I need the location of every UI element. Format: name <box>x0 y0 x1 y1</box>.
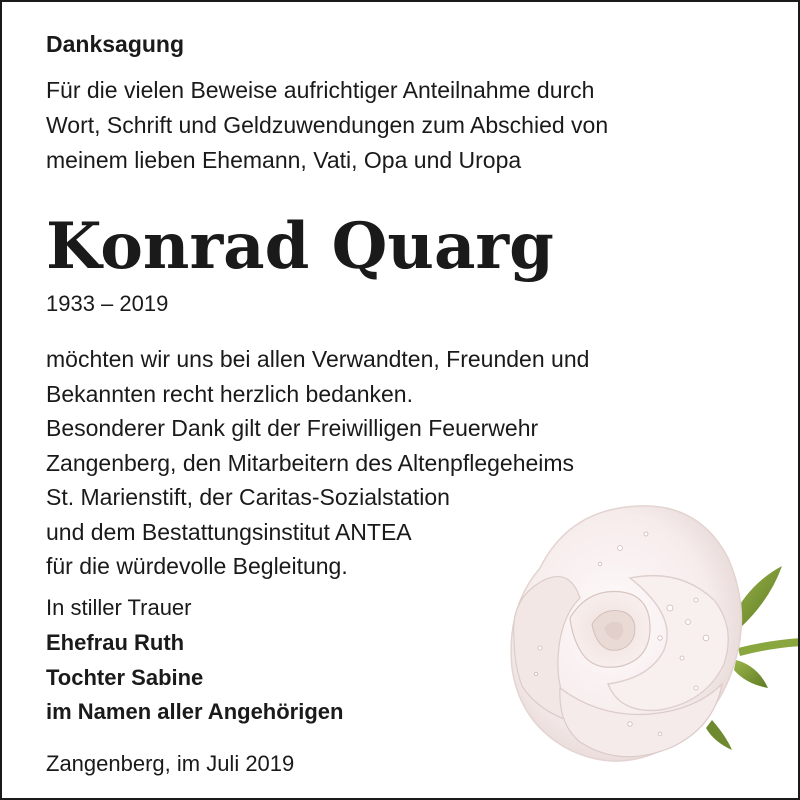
thanks-line: Zangenberg, den Mitarbeitern des Altenpflegeheims <box>46 449 575 476</box>
thanks-line: möchten wir uns bei allen Verwandten, Freunden und <box>46 346 590 372</box>
signer: Tochter Sabine <box>46 664 204 690</box>
intro-text <box>46 73 608 178</box>
signer: Ehefrau Ruth <box>46 630 185 655</box>
thanks-line: St. Marienstift, der Caritas-Sozialstation <box>46 484 450 510</box>
mourning-phrase: In stiller Trauer <box>46 595 192 620</box>
signers <box>46 626 343 730</box>
intro-line: Für die vielen Beweise aufrichtiger Anteilnahme durch <box>46 77 595 103</box>
place-date: Zangenberg, im Juli 2019 <box>46 751 295 776</box>
intro-line: Wort, Schrift und Geldzuwendungen zum Abschied von <box>46 112 609 138</box>
thanks-line: Besonderer Dank gilt der Freiwilligen Feuerwehr <box>46 415 539 441</box>
life-years: 1933 – 2019 <box>46 291 169 316</box>
rose-leaf <box>706 720 732 750</box>
heading: Danksagung <box>46 31 185 57</box>
thanks-line: und dem Bestattungsinstitut ANTEA <box>46 518 412 545</box>
intro-line: meinem lieben Ehemann, Vati, Opa und Uropa <box>46 147 522 173</box>
thanks-line: Bekannten recht herzlich bedanken. <box>46 380 413 407</box>
rose-leaf <box>734 660 768 688</box>
deceased-name: Konrad Quarg <box>46 209 554 284</box>
white-rose-icon <box>500 488 800 778</box>
signer: im Namen aller Angehörigen <box>46 699 344 724</box>
thanks-line: für die würdevolle Begleitung. <box>46 553 348 579</box>
rose-stem <box>738 638 800 656</box>
